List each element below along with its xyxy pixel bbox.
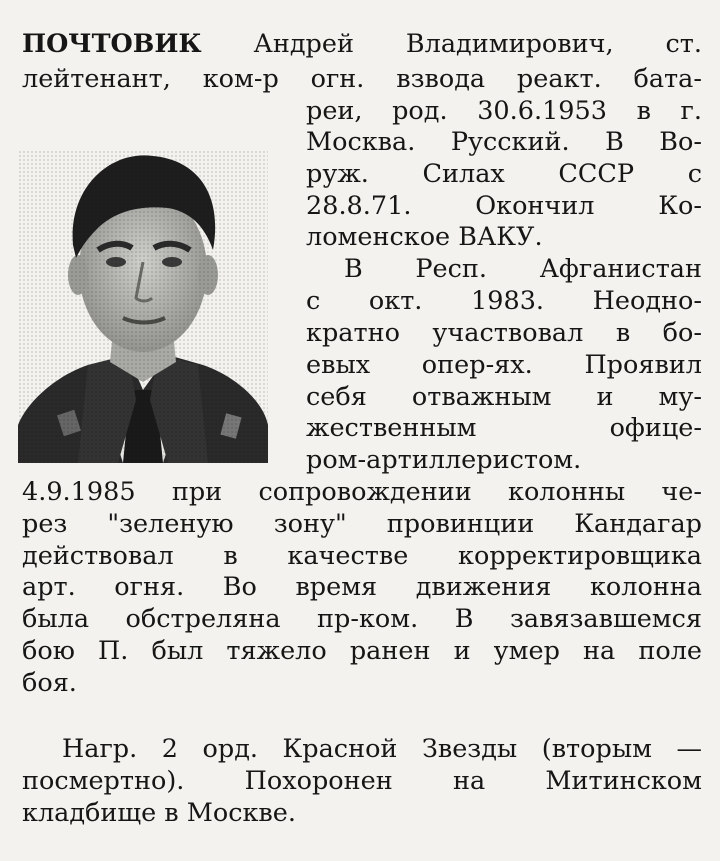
text-line-9: с окт. 1983. Неодно- (306, 286, 702, 316)
text-line-6: 28.8.71. Окончил Ко- (306, 191, 702, 221)
entry-heading-rest: Андрей Владимирович, ст. (253, 29, 702, 59)
text-line-4: Москва. Русский. В Во- (306, 127, 702, 157)
text-line-16: рез "зеленую зону" провинции Кандагар (22, 509, 702, 539)
text-line-14: ром-артиллеристом. (306, 445, 582, 475)
text-line-10: кратно участвовал в бо- (306, 318, 702, 348)
entry-surname: ПОЧТОВИК (22, 29, 202, 59)
text-line-2: лейтенант, ком-р огн. взвода реакт. бата- (22, 64, 702, 94)
text-line-8: В Респ. Афганистан (344, 254, 702, 284)
text-line-20: бою П. был тяжело ранен и умер на поле (22, 636, 702, 666)
portrait-photo-icon (18, 150, 268, 463)
text-line-7: ломенское ВАКУ. (306, 222, 543, 252)
text-line-19: была обстреляна пр-ком. В завязавшемся (22, 604, 702, 634)
text-line-3: реи, род. 30.6.1953 в г. (306, 96, 702, 126)
portrait-photo-svg (18, 150, 268, 463)
text-line-17: действовал в качестве корректировщика (22, 541, 702, 571)
text-line-11: евых опер-ях. Проявил (306, 350, 702, 380)
entry-heading-line (22, 29, 702, 59)
text-line-24: кладбище в Москве. (22, 798, 296, 828)
text-line-22: Нагр. 2 орд. Красной Звезды (вторым — (62, 734, 702, 764)
text-line-5: руж. Силах СССР с (306, 159, 702, 189)
text-line-15: 4.9.1985 при сопровождении колонны че- (22, 477, 702, 507)
text-line-23: посмертно). Похоронен на Митинском (22, 766, 702, 796)
text-line-21: боя. (22, 668, 77, 698)
text-line-12: себя отважным и му- (306, 382, 702, 412)
text-line-18: арт. огня. Во время движения колонна (22, 572, 702, 602)
text-line-13: жественным офице- (306, 413, 702, 443)
